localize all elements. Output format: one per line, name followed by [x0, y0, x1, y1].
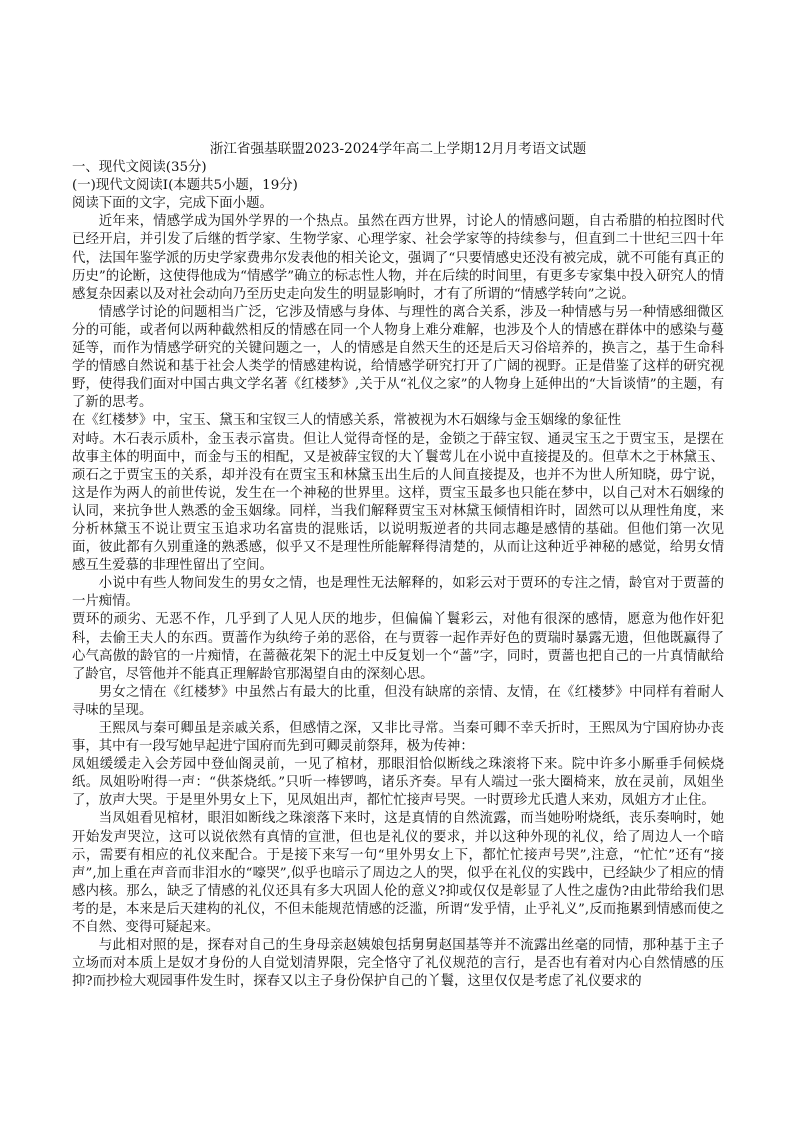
paragraph-6: 贾环的顽劣、无恶不作，几乎到了人见人厌的地步，但偏偏丫鬟彩云，对他有很深的感情，愿意为他作奸犯科，去偷王夫人的东西。贾蔷作为纨绔子弟的恶俗，在与贾蓉一起作弄好色的贾瑞时暴露无遗，但他既赢得了心气高傲的龄官的一片痴情，在蔷薇花架下的泥土中反复划一个“蔷”字，同时，贾蔷也把自己的一片真情献给了龄官，尽管他并不能真正理解龄官那渴望自由的深刻心思。 [72, 612, 724, 682]
reading-instruction: 阅读下面的文字，完成下面小题。 [72, 196, 273, 212]
paragraph-2: 情感学讨论的问题相当广泛，它涉及情感与身体、与理性的离合关系，涉及一种情感与另一种情感细微区分的可能，或者何以两种截然相反的情感在同一个人物身上难分难解，也涉及个人的情感在群体中的感染与蔓延等，而作为情感学研究的关键问题之一，人的情感是自然天生的还是后天习俗培养的，换言之，基于生命科学的情感自然说和基于社会人类学的情感建构说，给情感学研究打开了广阔的视野。正是借鉴了这样的研究视野，使得我们面对中国古典文学名著《红楼梦》,关于从“礼仪之家”的人物身上延伸出的“大旨谈情”的主题，有了新的思考。 [72, 304, 724, 411]
paragraph-3: 在《红楼梦》中，宝玉、黛玉和宝钗三人的情感关系，常被视为木石姻缘与金玉姻缘的象征性 [72, 413, 622, 429]
quoted-passage: 凤姐缓缓走入会芳园中登仙阁灵前，一见了棺材，那眼泪恰似断线之珠滚将下来。院中许多小厮垂手伺候烧纸。凤姐吩咐得一声：“供茶烧纸。”只听一棒锣鸣，诸乐齐奏。早有人端过一张大圈椅来，放在灵前，凤姐坐了，放声大哭。于是里外男女上下，见凤姐出声，都忙忙接声号哭。一时贾珍尤氏遣人来劝，凤姐方才止住。 [72, 757, 724, 809]
paragraph-8: 王熙凤与秦可卿虽是亲戚关系，但感情之深，又非比寻常。当秦可卿不幸夭折时，王熙凤为宁国府协办丧事，其中有一段写她早起进宁国府而先到可卿灵前祭拜，极为传神： [72, 721, 724, 755]
paragraph-5: 小说中有些人物间发生的男女之情，也是理性无法解释的，如彩云对于贾环的专注之情，龄官对于贾蔷的一片痴情。 [72, 576, 724, 610]
paragraph-9: 当凤姐看见棺材，眼泪如断线之珠滚落下来时，这是真情的自然流露，而当她吩咐烧纸，丧乐奏响时，她开始发声哭泣，这可以说依然有真情的宣泄，但也是礼仪的要求，并以这种外现的礼仪，给了周边人一个暗示，需要有相应的礼仪来配合。于是接下来写一句“里外男女上下，都忙忙接声号哭”,注意，“忙忙”还有“接声”,加上重在声音而非泪水的“嚎哭”,似乎也暗示了周边之人的哭，似乎在礼仪的实践中，已经缺少了相应的情感内核。那么，缺乏了情感的礼仪还具有多大巩固人伦的意义?抑或仅仅是彰显了人性之虚伪?由此带给我们思考的是，本来是后天建构的礼仪，不但未能规范情感的泛滥，所谓“发乎情，止乎礼义”,反而拖累到情感而使之不自然、变得可疑起来。 [72, 811, 724, 936]
paragraph-1: 近年来，情感学成为国外学界的一个热点。虽然在西方世界，讨论人的情感问题，自古希腊的柏拉图时代已经开启，并引发了后继的哲学家、生物学家、心理学家、社会学家等的持续参与，但直到二十世纪三四十年代，法国年鉴学派的历史学家费弗尔发表他的相关论文，强调了“只要情感史还没有被完成，就不可能有真正的历史”的论断，这使得他成为“情感学”确立的标志性人物，并在后续的时间里，有更多专家集中投入研究人的情感复杂因素以及对社会动向乃至历史走向发生的明显影响时，才有了所谓的“情感学转向”之说。 [72, 214, 724, 302]
document-page [72, 140, 724, 991]
paragraph-7: 男女之情在《红楼梦》中虽然占有最大的比重，但没有缺席的亲情、友情，在《红楼梦》中同样有着耐人寻味的呈现。 [72, 684, 724, 718]
paragraph-4: 对峙。木石表示质朴，金玉表示富贵。但让人觉得奇怪的是，金锁之于薛宝钗、通灵宝玉之于贾宝玉，是摆在故事主体的明面中，而金与玉的相配，又是被薛宝钗的大丫鬟莺儿在小说中直接提及的。但草木之于林黛玉、顽石之于贾宝玉的关系，却并没有在贾宝玉和林黛玉出生后的人间直接提及，也并不为世人所知晓，毋宁说，这是作为两人的前世传说，发生在一个神秘的世界里。这样，贾宝玉最多也只能在梦中，以自己对木石姻缘的认同，来抗争世人熟悉的金玉姻缘。同样，当我们解释贾宝玉对林黛玉倾情相许时，固然可以从理性角度，来分析林黛玉不说让贾宝玉追求功名富贵的混账话，以说明叛逆者的共同志趣是感情的基础。但他们第一次见面，彼此都有久别重逢的熟悉感，似乎又不是理性所能解释得清楚的，从而让这种近乎神秘的感觉，给男女情感互生爱慕的非理性留出了空间。 [72, 431, 724, 574]
section-heading: 一、现代文阅读(35分) [72, 160, 207, 176]
paragraph-10: 与此相对照的是，探春对自己的生身母亲赵姨娘包括舅舅赵国基等并不流露出丝毫的同情，那种基于主子立场而对本质上是奴才身份的人自觉划清界限，完全恪守了礼仪规范的言行，是否也有着对内心自然情感的压抑?而抄检大观园事件发生时，探春又以主子身份保护自己的丫鬟，这里仅仅是考虑了礼仪要求的 [72, 938, 724, 990]
document-title: 浙江省强基联盟2023-2024学年高二上学期12月月考语文试题 [209, 141, 587, 157]
subsection-heading: (一)现代文阅读I(本题共5小题，19分) [72, 178, 298, 194]
